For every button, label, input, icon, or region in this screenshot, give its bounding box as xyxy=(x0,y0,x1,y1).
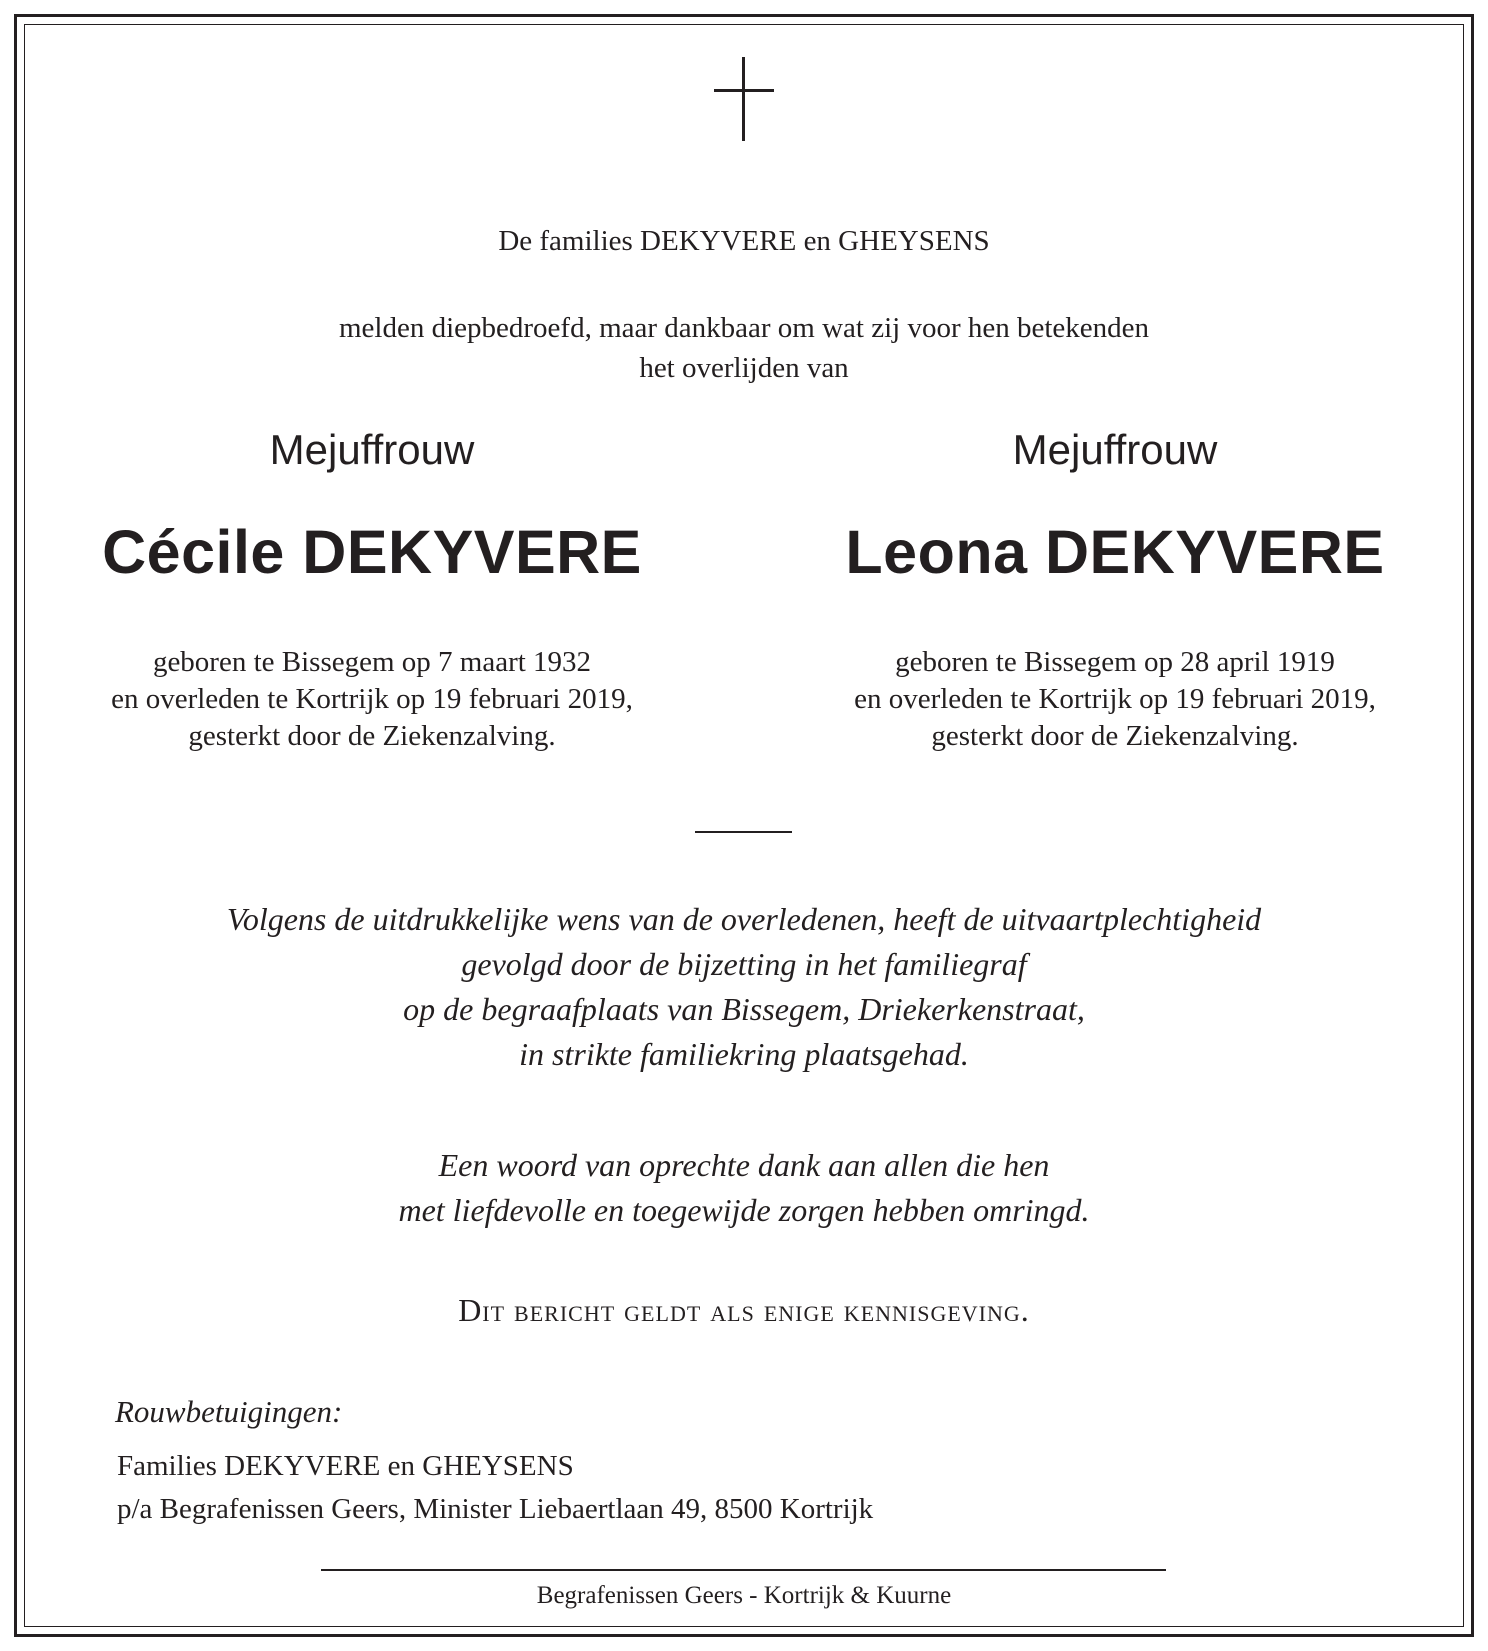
person-died: en overleden te Kortrijk op 19 februari 2019, xyxy=(111,683,633,715)
announcement-line-2: het overlijden van xyxy=(639,352,849,384)
thanks-line-2: met liefdevolle en toegewijde zorgen hebben omringd. xyxy=(398,1192,1090,1228)
funeral-line-3: op de begraafplaats van Bissegem, Driekerkenstraat, xyxy=(403,991,1085,1027)
person-name: Cécile DEKYVERE xyxy=(102,518,642,586)
funeral-line-2: gevolgd door de bijzetting in het familiegraf xyxy=(461,946,1027,982)
announcement-line-1: melden diepbedroefd, maar dankbaar om wat zij voor hen betekenden xyxy=(338,312,1150,344)
person-title: Mejuffrouw xyxy=(1012,426,1218,473)
families-heading: De families DEKYVERE en GHEYSENS xyxy=(498,225,990,257)
thanks-line-1: Een woord van oprechte dank aan allen die hen xyxy=(438,1147,1050,1183)
person-born: geboren te Bissegem op 28 april 1919 xyxy=(895,646,1335,678)
person-name: Leona DEKYVERE xyxy=(845,518,1385,586)
cross-horizontal-bar xyxy=(714,89,774,92)
cross-vertical-bar xyxy=(742,57,745,141)
inner-border xyxy=(24,24,1464,1627)
footer-text: Begrafenissen Geers - Kortrijk & Kuurne xyxy=(536,1582,952,1609)
notice-text: Dit bericht geldt als enige kennisgeving. xyxy=(458,1292,1030,1328)
funeral-line-4: in strikte familiekring plaatsgehad. xyxy=(519,1036,969,1072)
condolences-label: Rouwbetuigingen: xyxy=(115,1394,343,1429)
person-died: en overleden te Kortrijk op 19 februari 2019, xyxy=(854,683,1376,715)
footer-separator xyxy=(321,1569,1166,1571)
person-born: geboren te Bissegem op 7 maart 1932 xyxy=(152,646,592,678)
condolences-address: p/a Begrafenissen Geers, Minister Liebaertlaan 49, 8500 Kortrijk xyxy=(117,1493,874,1525)
funeral-line-1: Volgens de uitdrukkelijke wens van de overledenen, heeft de uitvaartplechtigheid xyxy=(226,901,1262,937)
person-title: Mejuffrouw xyxy=(269,426,475,473)
condolences-families: Families DEKYVERE en GHEYSENS xyxy=(117,1450,574,1482)
separator-short xyxy=(695,831,792,833)
person-sacrament: gesterkt door de Ziekenzalving. xyxy=(931,720,1299,752)
person-sacrament: gesterkt door de Ziekenzalving. xyxy=(188,720,556,752)
